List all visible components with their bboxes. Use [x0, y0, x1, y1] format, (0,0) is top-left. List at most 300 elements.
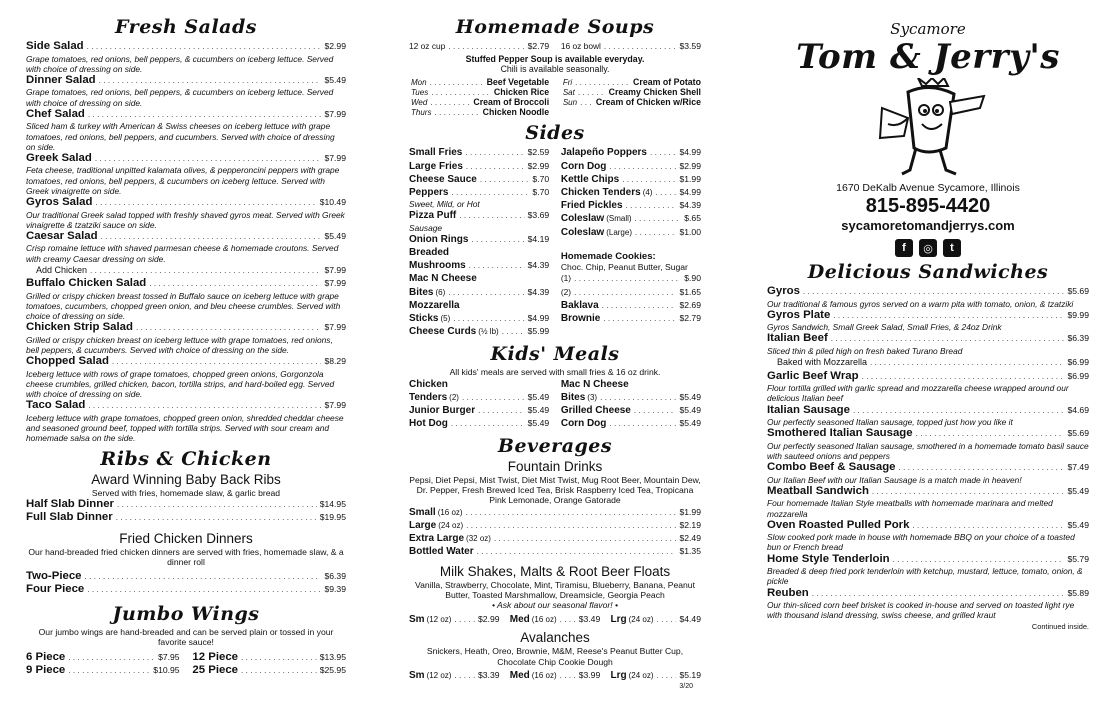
- mascot-illustration: [767, 78, 1089, 178]
- menu-item-row: [409, 299, 549, 312]
- item-price: $.70: [532, 173, 550, 184]
- soup-cup-price: $2.79: [527, 41, 550, 51]
- item-name: Taco Salad: [26, 399, 86, 412]
- size-price: $3.39: [478, 670, 500, 681]
- kids-right: [561, 378, 701, 431]
- menu-item-row: [767, 519, 1089, 533]
- item-price: $4.99: [679, 147, 701, 158]
- item-description: Crisp romaine lettuce with shaved parmesan cheese & homemade croutons. Served with creamy Caesar dressing on side.: [26, 243, 339, 264]
- item-price: $5.69: [1067, 286, 1089, 296]
- item-name: Fried Pickles: [560, 200, 623, 212]
- item-name: Gyros Salad: [26, 196, 93, 209]
- item-name: Chicken: [409, 378, 448, 390]
- facebook-icon: f: [895, 239, 913, 257]
- soup-name: Cream of Chicken w/Rice: [595, 97, 701, 108]
- item-name: Baklava: [560, 300, 599, 312]
- brand-phone: 815-895-4420: [865, 195, 991, 217]
- wings-grid: [26, 651, 346, 678]
- menu-item-row: [561, 173, 701, 186]
- soup-name: Cream of Potato: [633, 77, 701, 88]
- menu-item-row: [409, 545, 701, 558]
- item-name: Caesar Salad: [26, 229, 98, 242]
- item-price: $.65: [684, 213, 701, 224]
- item-qualifier: (5): [440, 313, 451, 323]
- item-price: $1.00: [679, 226, 701, 237]
- dot-leader: [494, 534, 677, 543]
- dot-leader: [870, 358, 1064, 367]
- size-name: Lrg: [610, 613, 627, 625]
- item-description: Our thin-sliced corn beef brisket is cooked in-house and served on toasted light rye with thousand island dressing, swiss cheese, and grilled kraut: [767, 600, 1075, 621]
- menu-item-row: [767, 587, 1089, 601]
- item-qualifier: (2): [449, 392, 459, 402]
- avalanche-list: Snickers, Heath, Oreo, Brownie, M&M, Reese's Peanut Butter Cup, Chocolate Chip Cookie Dough: [426, 646, 684, 667]
- dot-leader: [609, 162, 676, 171]
- dot-leader: [469, 261, 525, 270]
- item-price: $6.39: [1067, 333, 1089, 344]
- soup-day-row: [561, 87, 701, 97]
- menu-item-row: [192, 664, 346, 678]
- item-price: $5.79: [1067, 553, 1089, 564]
- shakes-note: • Ask about our seasonal flavor! •: [491, 600, 619, 611]
- item-name: Four Piece: [26, 583, 85, 596]
- menu-item-row: [561, 160, 701, 173]
- wings-title: Jumbo Wings: [112, 602, 260, 625]
- kids-title: Kids' Meals: [490, 343, 620, 366]
- soup-cup-label: 12 oz cup: [409, 41, 446, 51]
- soup-day: Fri: [562, 78, 573, 88]
- dot-leader: [85, 572, 322, 581]
- item-name: 6 Piece: [26, 650, 66, 663]
- menu-item-row: [26, 74, 346, 88]
- item-name: Small: [409, 506, 436, 518]
- item-name: Gyros Plate: [767, 308, 831, 321]
- item-name: 25 Piece: [192, 664, 239, 677]
- dot-leader: [574, 274, 681, 283]
- item-price: $6.39: [324, 570, 346, 581]
- dot-leader: [575, 78, 630, 87]
- item-description: Grilled or crispy chicken breast on iceberg lettuce with grape tomatoes, red onions, bell peppers, & cucumbers. Served with choice of dressing on the side.: [26, 334, 333, 356]
- item-description: Slow cooked pork made in house with homemade BBQ on your choice of a toasted bun or French bread: [767, 532, 1075, 553]
- item-description: Feta cheese, traditional unpitted kalamata olives, & pepperoncini peppers with grape tomatoes, red onions, bell peppers, & cucumbers on iceberg lettuce. Served with Greek vinaigrette on side.: [26, 165, 340, 196]
- item-name: Chicken Tenders: [560, 186, 641, 198]
- dot-leader: [117, 500, 317, 509]
- dot-leader: [831, 334, 1065, 343]
- dot-leader: [626, 201, 677, 210]
- dot-leader: [635, 214, 682, 223]
- size-name: Lrg: [610, 670, 627, 682]
- dot-leader: [656, 615, 676, 624]
- ribs-subtitle: Award Winning Baby Back Ribs: [91, 471, 281, 487]
- menu-item-row: [561, 417, 701, 430]
- item-description: Grape tomatoes, red onions, bell peppers, & cucumbers on iceberg lettuce. Served with choice of dressing on side.: [26, 53, 334, 74]
- item-price: $5.49: [527, 405, 550, 416]
- menu-item-row: [409, 209, 549, 222]
- dot-leader: [574, 288, 676, 297]
- menu-item-row: [561, 186, 701, 199]
- dot-leader: [241, 666, 317, 675]
- dot-leader: [101, 232, 322, 241]
- soup-day: Wed: [411, 98, 428, 108]
- social-icons: [767, 239, 1089, 257]
- dot-leader: [655, 188, 676, 197]
- dot-leader: [872, 487, 1065, 496]
- dot-leader: [899, 463, 1065, 472]
- size-price-row: [610, 613, 701, 627]
- dot-leader: [149, 279, 321, 288]
- brand-address: 1670 DeKalb Avenue Sycamore, Illinois: [836, 182, 1020, 194]
- item-name: Bottled Water: [409, 546, 474, 558]
- size-name: Sm: [409, 613, 425, 625]
- dot-leader: [466, 162, 525, 171]
- menu-item-row: [561, 212, 701, 225]
- item-price: $2.59: [527, 147, 550, 158]
- size-price-row: [610, 669, 701, 683]
- menu-item-row: [26, 152, 346, 166]
- soup-bowl-price: $3.59: [679, 41, 701, 51]
- item-price: $2.69: [679, 300, 701, 311]
- item-name: Home Style Tenderloin: [767, 552, 890, 565]
- item-qualifier: (16 oz): [437, 507, 463, 517]
- menu-item-row: [561, 286, 701, 300]
- item-name: Bites: [409, 286, 434, 298]
- item-name: Full Slab Dinner: [26, 511, 113, 524]
- item-name: Grilled Cheese: [560, 405, 631, 417]
- item-price: $5.49: [527, 418, 550, 429]
- menu-item-row: [409, 378, 549, 391]
- kids-grid: [409, 378, 701, 431]
- item-name: Tenders: [409, 391, 448, 403]
- menu-item-row: [409, 146, 549, 159]
- item-price: $19.95: [319, 512, 346, 523]
- item-name: Kettle Chips: [560, 173, 620, 185]
- item-name: Greek Salad: [26, 151, 92, 164]
- dot-leader: [650, 148, 677, 157]
- size-price: $2.99: [478, 613, 500, 624]
- dot-leader: [459, 211, 524, 220]
- soup-bowl-label: 16 oz bowl: [560, 41, 601, 51]
- ribs-list: [26, 498, 346, 525]
- dot-leader: [95, 154, 322, 163]
- item-description: Our traditional Greek salad topped with freshly shaved gyros meat. Served with Greek vinaigrette & tzatziki sauce on side.: [26, 209, 345, 230]
- dot-leader: [448, 288, 524, 297]
- item-name: Combo Beef & Sausage: [767, 461, 896, 474]
- item-name: Garlic Beef Wrap: [767, 369, 859, 382]
- size-name: Med: [509, 613, 530, 625]
- item-name: Mozzarella: [409, 299, 460, 311]
- item-name: Oven Roasted Pulled Pork: [767, 518, 910, 531]
- dot-leader: [635, 228, 676, 237]
- item-description: Sliced ham & turkey with American & Swiss cheeses on iceberg lettuce with grape tomatoes, red onions, bell peppers, and cucumbers. Served with choice of dressing on side.: [26, 121, 335, 152]
- shakes-list: Vanilla, Strawberry, Chocolate, Mint, Tiramisu, Blueberry, Banana, Peanut Butter, Toasted Marshmallow, Dreamsicle, Georgia Peach: [415, 579, 695, 601]
- instagram-icon: ◎: [919, 239, 937, 257]
- soup-line-2: Chili is available seasonally.: [500, 63, 610, 74]
- fried-chicken-title: Fried Chicken Dinners: [119, 530, 253, 546]
- item-description: Grilled or crispy chicken breast tossed in Buffalo sauce on iceberg lettuce with grape tomatoes, cucumbers, chopped green onion, and bleu cheese crumbles. Served with choice of dressing on side.: [26, 290, 341, 322]
- item-qualifier: (24 oz): [438, 521, 464, 530]
- item-price: $7.99: [324, 278, 346, 289]
- item-price: $.90: [684, 273, 701, 284]
- item-qualifier: (Large): [606, 227, 632, 237]
- item-qualifier: (3): [587, 392, 598, 402]
- dot-leader: [95, 198, 316, 207]
- menu-item-row: [767, 370, 1089, 384]
- salads-list: [26, 40, 346, 264]
- menu-item-row: [561, 391, 701, 404]
- shakes-title: Milk Shakes, Malts & Root Beer Floats: [439, 563, 671, 579]
- sides-title: Sides: [525, 122, 585, 145]
- item-qualifier: (Small): [606, 214, 632, 224]
- item-name: Bites: [560, 391, 586, 403]
- wings-left: [26, 651, 180, 678]
- item-price: $7.99: [324, 108, 346, 119]
- sides-grid: [409, 146, 701, 338]
- item-name: Italian Sausage: [767, 403, 850, 416]
- item-price: $1.99: [679, 506, 701, 517]
- column-right: [767, 14, 1089, 631]
- item-price: $5.49: [324, 74, 346, 85]
- item-price: $7.99: [324, 322, 346, 333]
- column-left: [26, 14, 346, 678]
- soup-day-row: [409, 97, 549, 107]
- item-qualifier: (32 oz): [466, 534, 491, 544]
- soup-day: Sat: [562, 88, 575, 98]
- dot-leader: [502, 327, 525, 336]
- soup-name: Beef Vegetable: [486, 77, 550, 88]
- item-price: $5.49: [679, 391, 701, 402]
- soup-day-row: [409, 87, 549, 97]
- dot-leader: [560, 671, 576, 680]
- item-price: $5.49: [527, 391, 550, 402]
- size-name: Med: [509, 670, 530, 682]
- item-description: Sweet, Mild, or Hot: [409, 199, 480, 210]
- size-name: Sm: [409, 670, 425, 682]
- item-price: $5.99: [527, 326, 550, 337]
- menu-item-row: [409, 391, 549, 404]
- size-qualifier: (16 oz): [531, 671, 557, 681]
- menu-item-row: [26, 108, 346, 122]
- item-name: Cheese Sauce: [409, 173, 477, 185]
- soup-day: Mon: [411, 78, 427, 88]
- soup-name: Creamy Chicken Shell: [608, 87, 701, 98]
- dot-leader: [454, 671, 475, 680]
- gyros-king-mascot-icon: [868, 78, 988, 178]
- soup-days: [409, 77, 701, 117]
- item-description: Sausage: [409, 222, 443, 233]
- menu-item-row: [26, 277, 346, 291]
- item-name: Jalapeño Poppers: [560, 147, 647, 159]
- menu-item-row: [561, 312, 701, 325]
- menu-item-row: [409, 519, 701, 532]
- item-price: $4.39: [527, 286, 550, 297]
- column-middle: [409, 14, 701, 690]
- item-price: $4.69: [1067, 404, 1089, 415]
- avalanche-title: Avalanches: [520, 630, 590, 646]
- beverages-title: Beverages: [497, 434, 613, 457]
- menu-item-row: [409, 506, 701, 519]
- brand-town: Sycamore: [890, 20, 966, 38]
- item-price: $7.49: [1067, 462, 1089, 473]
- item-description: Sliced thin & piled high on fresh baked Turano Bread: [767, 345, 963, 356]
- item-name: Two-Piece: [26, 569, 82, 582]
- shakes-prices: [409, 613, 701, 627]
- dot-leader: [241, 653, 317, 662]
- item-price: $6.99: [1067, 357, 1089, 368]
- soup-day: Tues: [411, 88, 429, 98]
- menu-item-row: [561, 272, 701, 286]
- item-price: $4.19: [527, 233, 550, 244]
- dot-leader: [893, 555, 1065, 564]
- dot-leader: [466, 521, 676, 530]
- dot-leader: [603, 314, 676, 323]
- item-name: Buffalo Chicken Salad: [26, 277, 147, 290]
- dot-leader: [560, 615, 576, 624]
- dot-leader: [609, 419, 676, 428]
- item-description: Flour tortilla grilled with garlic spread and mozzarella cheese wrapped around our delicious Italian beef: [767, 383, 1069, 404]
- dot-leader: [112, 357, 322, 366]
- menu-item-row: [767, 332, 1089, 346]
- item-price: $4.99: [527, 312, 550, 323]
- dot-leader: [862, 372, 1065, 381]
- soups-title: Homemade Soups: [455, 16, 655, 38]
- item-name: Half Slab Dinner: [26, 497, 114, 510]
- item-price: $1.99: [679, 173, 701, 184]
- dot-leader: [580, 98, 593, 107]
- item-name: Chopped Salad: [26, 355, 109, 368]
- size-qualifier: (24 oz): [628, 614, 654, 624]
- menu-item-row: [409, 173, 549, 186]
- item-name: Chicken Strip Salad: [26, 321, 133, 334]
- item-description: Iceberg lettuce with rows of grape tomatoes, chopped green onions, Gorgonzola cheese crumbles, grilled chicken, bacon, tortilla strips, and hard-boiled egg. Served with choice of dressing on side.: [26, 368, 335, 400]
- menu-item-row: [767, 404, 1089, 418]
- dot-leader: [916, 429, 1065, 438]
- item-price: $9.39: [324, 584, 346, 595]
- kids-left: [409, 378, 549, 431]
- soup-day-row: [561, 97, 701, 107]
- dot-leader: [87, 585, 321, 594]
- menu-item-row: [561, 404, 701, 417]
- continued-inside: Continued inside.: [1031, 622, 1089, 632]
- menu-item-row: [409, 417, 549, 430]
- item-name: Dinner Salad: [26, 73, 96, 86]
- dot-leader: [88, 110, 322, 119]
- menu-item-row: [767, 461, 1089, 475]
- soup-day: Thurs: [411, 108, 432, 118]
- menu-item-row: [409, 532, 701, 545]
- item-name: 12 Piece: [192, 650, 239, 663]
- sandwich-list: [767, 285, 1089, 620]
- item-name: 9 Piece: [26, 664, 66, 677]
- item-name: Sticks: [409, 312, 439, 324]
- cookies-title: Homemade Cookies:: [560, 250, 656, 262]
- add-chicken-row: [26, 264, 346, 278]
- dot-leader: [136, 323, 322, 332]
- salads-list-2: [26, 277, 346, 443]
- menu-item-row: [767, 553, 1089, 567]
- menu-item-row: [26, 664, 180, 678]
- item-price: $2.19: [679, 520, 701, 530]
- item-price: $2.79: [679, 313, 701, 324]
- dot-leader: [480, 175, 530, 184]
- dot-leader: [434, 108, 479, 117]
- item-price: $4.39: [527, 260, 550, 271]
- menu-item-row: [192, 651, 346, 665]
- item-price: $2.99: [527, 160, 550, 171]
- item-price: $25.95: [319, 665, 346, 676]
- menu-item-row: [561, 146, 701, 159]
- dot-leader: [87, 42, 322, 51]
- item-description: Our perfectly seasoned Italian sausage, smothered in a homemade tomato basil sauce with sauteed onions and peppers: [767, 440, 1089, 461]
- dot-leader: [430, 98, 470, 107]
- soup-sizes: [409, 40, 701, 54]
- item-description: Our traditional & famous gyros served on a warm pita with tomato, onion, & tzatziki: [767, 298, 1074, 309]
- fried-chicken-note: Our hand-breaded fried chicken dinners are served with fries, homemade slaw, & a dinner roll: [28, 546, 344, 568]
- size-qualifier: (24 oz): [628, 671, 654, 681]
- sides-right-col: [561, 146, 701, 338]
- item-name: Brownie: [560, 313, 601, 325]
- date-code: 3/20: [679, 682, 693, 690]
- avalanche-prices: [409, 669, 701, 683]
- item-price: $7.95: [158, 651, 180, 662]
- wings-right: [192, 651, 346, 678]
- fountain-title: Fountain Drinks: [507, 458, 603, 474]
- dot-leader: [431, 88, 491, 97]
- cookies-desc: Choc. Chip, Peanut Butter, Sugar: [560, 261, 688, 272]
- item-price: $4.39: [679, 200, 701, 211]
- menu-item-row: [26, 230, 346, 244]
- menu-item-row: [561, 299, 701, 312]
- sides-right-2: [561, 299, 701, 325]
- item-price: $.70: [532, 186, 550, 197]
- fountain-list: Pepsi, Diet Pepsi, Mist Twist, Diet Mist Twist, Mug Root Beer, Mountain Dew, Dr. Pepper, Fresh Brewed Iced Tea, Brisk Raspberry Iced Tea, Tropicana Pink Lemonade, Orange Gatorade: [409, 474, 701, 506]
- item-name: Cheese Curds: [409, 326, 477, 338]
- menu-item-row: [409, 246, 549, 259]
- menu-item-row: [767, 285, 1089, 299]
- item-name: Peppers: [409, 186, 449, 198]
- menu-item-row: [26, 399, 346, 413]
- item-description: Breaded & deep fried pork tenderloin with ketchup, mustard, lettuce, tomato, onion, & pickle: [767, 566, 1083, 587]
- item-price: $2.49: [679, 533, 701, 544]
- item-name: Gyros: [767, 285, 800, 297]
- item-price: $2.99: [324, 41, 346, 51]
- kids-note: All kids' meals are served with small fries & 16 oz drink.: [449, 367, 661, 378]
- brand-name: Tom & Jerry's: [796, 37, 1060, 77]
- menu-item-row: [767, 309, 1089, 323]
- item-name: Mac N Cheese: [409, 273, 477, 285]
- menu-item-row: [26, 321, 346, 335]
- menu-item-row: [26, 40, 346, 54]
- size-price-row: [409, 669, 500, 683]
- salads-title: Fresh Salads: [115, 16, 257, 38]
- item-name: Side Salad: [26, 40, 84, 52]
- dot-leader: [451, 188, 529, 197]
- item-name: Corn Dog: [560, 160, 607, 172]
- menu-item-row: [26, 570, 346, 584]
- item-price: $3.69: [527, 210, 550, 221]
- menu-item-row: [409, 286, 549, 299]
- menu-item-row: [26, 583, 346, 597]
- item-name: Large Fries: [409, 160, 463, 172]
- item-name: Baked with Mozzarella: [777, 357, 868, 368]
- item-description: Our perfectly seasoned Italian sausage, topped just how you like it: [767, 417, 1013, 428]
- dot-leader: [833, 311, 1064, 320]
- item-name: Pizza Puff: [409, 210, 457, 222]
- size-price-row: [510, 669, 601, 683]
- menu-item-row: [26, 651, 180, 665]
- item-qualifier: (6): [435, 287, 446, 297]
- size-price: $3.99: [578, 670, 601, 681]
- item-name: Extra Large: [409, 533, 465, 545]
- item-price: $2.99: [679, 160, 701, 171]
